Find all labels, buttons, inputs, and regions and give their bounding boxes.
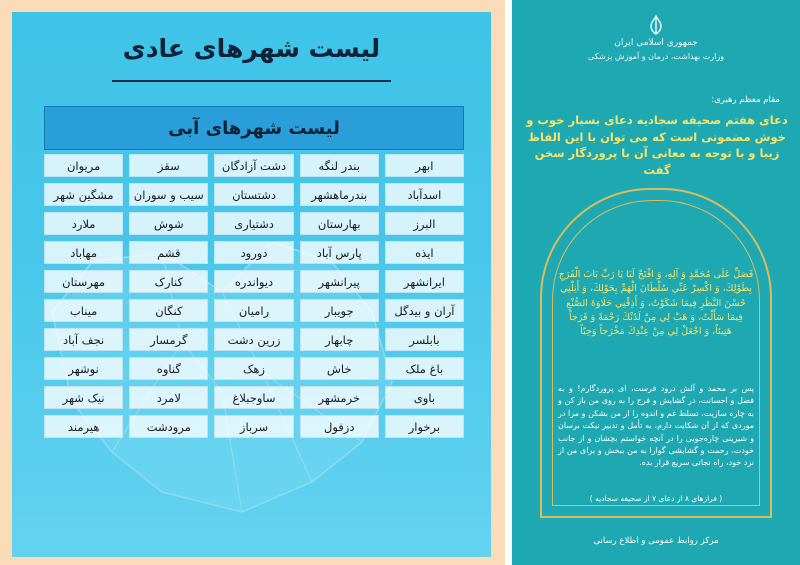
city-cell: زرین دشت bbox=[214, 328, 293, 351]
city-cell: پارس آباد bbox=[300, 241, 379, 264]
city-cell: خاش bbox=[300, 357, 379, 380]
prayer-arabic-text: فَصَلِّ عَلَى مُحَمَّدٍ وَ آلِهِ، وَ افْتَحْ لَنَا يَا رَبِّ بَابَ الْفَرَجِ بِطَوْلِكَ، وَ اكْسِرْ عَنِّي سُلْطَانَ الْهَمِّ بِحَوْلِكَ، وَ أَنِلْنِي حُسْنَ النَّظَرِ فِيمَا شَكَوْتُ، وَ أَذِقْنِي حَلَاوَةَ الصُّنْعِ فِيمَا سَأَلْتُ، وَ هَبْ لِي مِنْ لَدُنْكَ رَحْمَةً وَ فَرَجاً هَنِيئاً، وَ اجْعَلْ لِي مِنْ عِنْدِكَ مَخْرَجاً وَحِيّاً bbox=[558, 269, 754, 337]
city-cell: ملارد bbox=[44, 212, 123, 235]
city-cell: نوشهر bbox=[44, 357, 123, 380]
city-cell: میناب bbox=[44, 299, 123, 322]
city-cell: بندرماهشهر bbox=[300, 183, 379, 206]
city-cell: باغ ملک bbox=[385, 357, 464, 380]
prayer-translation: پس بر محمد و آلش درود فرست، ای پروردگارم! و به فضل و احسانت، در گشایش و فرج را به روی من باز کن و به چاره سازیت، تسلط غم و اندوه را از من بشکن و مرا در موردی که از آن شکایت دارم، به تأمل و تدبیر نیکت برسان و شیرینی چاره‌جویی را در آنچه خواستم بچشان و از جانب خودت، رحمت و گشایشی گوارا به من ببخش و برای من از نزد خود، راه نجاتی سریع قرار بده. bbox=[558, 384, 754, 468]
prayer-reference: ( فرازهای ۸ از دعای ۷ از صحیفه سجادیه ) bbox=[589, 494, 723, 503]
right-panel bbox=[512, 0, 800, 565]
city-cell: سرباز bbox=[214, 415, 293, 438]
city-cell: آران و بیدگل bbox=[385, 299, 464, 322]
city-cell: دزفول bbox=[300, 415, 379, 438]
city-cell: باوی bbox=[385, 386, 464, 409]
city-cell: کنگان bbox=[129, 299, 208, 322]
city-cell: مشگین شهر bbox=[44, 183, 123, 206]
city-cell: لامرد bbox=[129, 386, 208, 409]
city-cell: بابلسر bbox=[385, 328, 464, 351]
city-cell: دشت آزادگان bbox=[214, 154, 293, 177]
city-cell: کنارک bbox=[129, 270, 208, 293]
city-cell: مهاباد bbox=[44, 241, 123, 264]
leader-quote: دعای هفتم صحیفه سجادیه دعای بسیار خوب و خوش مضمونی است که می توان با این الفاظ زیبا و با توجه به معانی آن با پروردگار سخن گفت bbox=[526, 113, 788, 178]
city-cell: قشم bbox=[129, 241, 208, 264]
title-underline bbox=[112, 80, 391, 82]
city-cell: شوش bbox=[129, 212, 208, 235]
quote-author: مقام معظم رهبری: bbox=[711, 95, 780, 105]
city-cell: سیب و سوران bbox=[129, 183, 208, 206]
city-cell: دشتستان bbox=[214, 183, 293, 206]
city-cell: دورود bbox=[214, 241, 293, 264]
city-cell: مریوان bbox=[44, 154, 123, 177]
city-cell: خرمشهر bbox=[300, 386, 379, 409]
city-cell: البرز bbox=[385, 212, 464, 235]
city-cell: دیواندره bbox=[214, 270, 293, 293]
city-cell: ابهر bbox=[385, 154, 464, 177]
city-cell: چابهار bbox=[300, 328, 379, 351]
table-title: لیست شهرهای آبی bbox=[44, 106, 464, 150]
page-title: لیست شهرهای عادی bbox=[122, 34, 381, 63]
city-cell: نجف آباد bbox=[44, 328, 123, 351]
footer-org-name: مرکز روابط عمومی و اطلاع رسانی bbox=[593, 536, 719, 546]
city-cell: سقز bbox=[129, 154, 208, 177]
city-cell: مرودشت bbox=[129, 415, 208, 438]
city-cell: گرمسار bbox=[129, 328, 208, 351]
cities-table bbox=[44, 154, 464, 438]
city-cell: زهک bbox=[214, 357, 293, 380]
city-cell: بهارستان bbox=[300, 212, 379, 235]
city-cell: ساوجبلاغ bbox=[214, 386, 293, 409]
cities-list-card bbox=[12, 12, 491, 557]
city-cell: ایرانشهر bbox=[385, 270, 464, 293]
city-cell: رامیان bbox=[214, 299, 293, 322]
city-cell: بندر لنگه bbox=[300, 154, 379, 177]
city-cell: مهرستان bbox=[44, 270, 123, 293]
ministry-name: وزارت بهداشت، درمان و آموزش پزشکی bbox=[587, 52, 725, 61]
iran-emblem-icon bbox=[645, 14, 667, 36]
org-name: جمهوری اسلامی ایران bbox=[614, 38, 698, 48]
city-cell: گناوه bbox=[129, 357, 208, 380]
city-cell: هیرمند bbox=[44, 415, 123, 438]
city-cell: جویبار bbox=[300, 299, 379, 322]
city-cell: دشتیاری bbox=[214, 212, 293, 235]
city-cell: اسدآباد bbox=[385, 183, 464, 206]
city-cell: برخوار bbox=[385, 415, 464, 438]
city-cell: نیک شهر bbox=[44, 386, 123, 409]
city-cell: پیرانشهر bbox=[300, 270, 379, 293]
city-cell: ایذه bbox=[385, 241, 464, 264]
